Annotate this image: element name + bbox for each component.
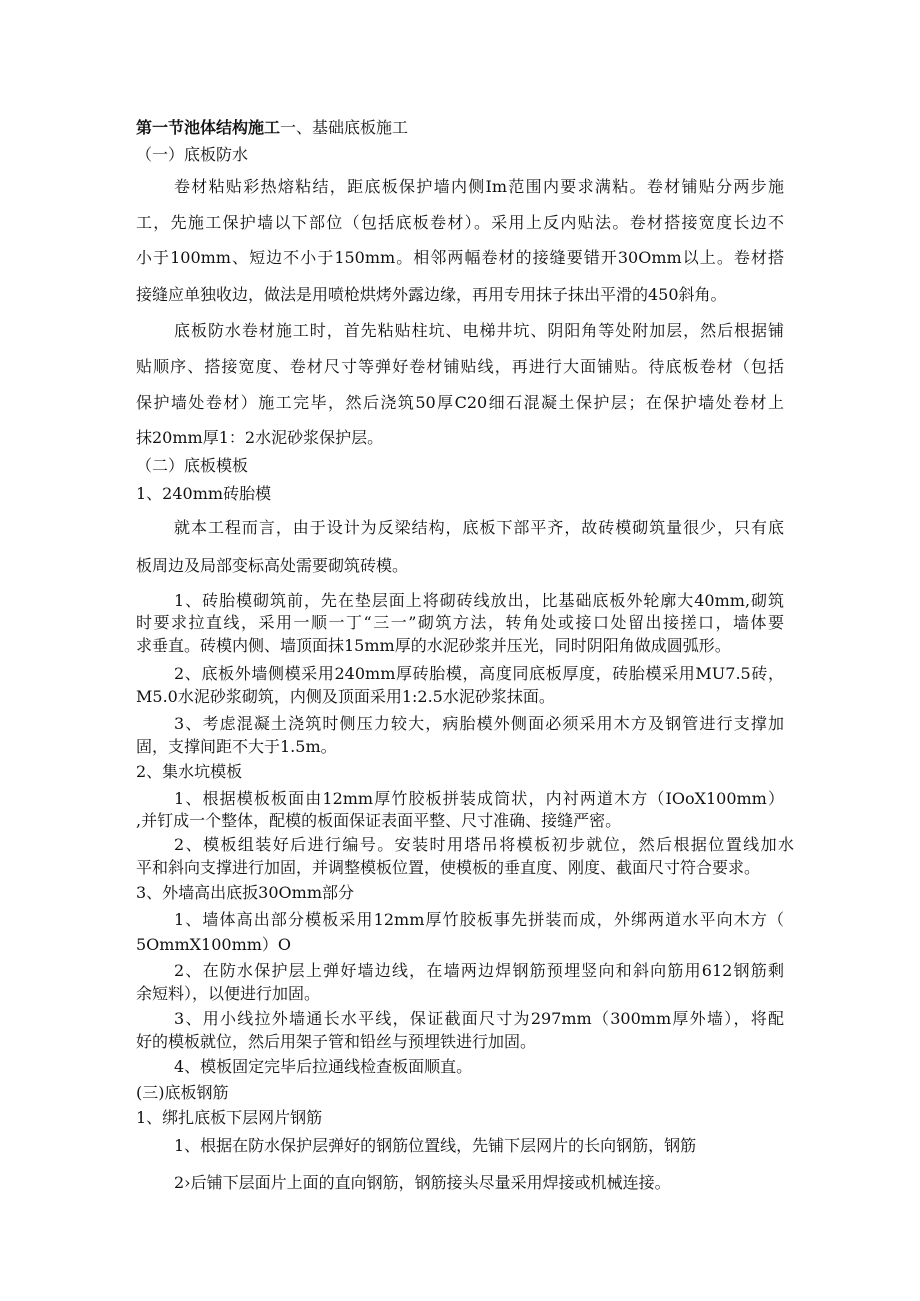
paragraph-line: 2、模板组装好后进行编号。安装时用塔吊将模板初步就位，然后根据位置线加水 <box>174 835 794 854</box>
paragraph-line: 求垂直。砖模内侧、墙顶面抹15mm厚的水泥砂浆并压光，同时阴阳角做成圆弧形。 <box>136 636 731 655</box>
paragraph-line: 1、根据模板板面由12mm厚竹胶板拼装成筒状，内衬两道木方（IOoX100mm） <box>174 789 784 808</box>
paragraph-line: 2›后铺下层面片上面的直向钢筋，钢筋接头尽量采用焊接或机械连接。 <box>174 1173 671 1192</box>
heading-waterproofing: （一）底板防水 <box>136 145 249 164</box>
paragraph-line: 平和斜向支撑进行加固，并调整模板位置，使模板的垂直度、刚度、截面尺寸符合要求。 <box>136 858 761 877</box>
paragraph-line: 2、在防水保护层上弹好墙边线，在墙两边焊钢筋预埋竖向和斜向筋用612钢筋剩 <box>174 961 784 980</box>
paragraph-line: 固，支撑间距不大于1.5m。 <box>136 737 337 756</box>
heading-lower-mesh: 1、绑扎底板下层网片钢筋 <box>136 1108 323 1127</box>
paragraph-line: 接缝应单独收边，做法是用喷枪烘烤外露边缘，再用专用抹子抹出平滑的450斜角。 <box>136 285 727 304</box>
paragraph-line: 小于100mm、短边不小于150mm。相邻两幅卷材的接缝要错开30Omm以上。卷材搭 <box>136 248 784 267</box>
paragraph-line: 4、模板固定完毕后拉通线检查板面顺直。 <box>174 1057 473 1076</box>
paragraph-line: 1、墙体高出部分模板采用12mm厚竹胶板事先拼装而成，外绑两道水平向木方（ <box>174 910 784 929</box>
heading-wall-above-slab: 3、外墙高出底扳30Omm部分 <box>136 883 355 902</box>
paragraph-line: 就本工程而言，由于设计为反梁结构，底板下部平齐，故砖模砌筑量很少，只有底 <box>174 518 784 537</box>
heading-formwork: （二）底板模板 <box>136 456 249 475</box>
chapter-title: 第一节池体结构施工 <box>136 118 281 137</box>
paragraph-line: 3、用小线拉外墙通长水平线，保证截面尺寸为297mm（300mm厚外墙），将配 <box>174 1009 784 1028</box>
paragraph-line: M5.0水泥砂浆砌筑，内侧及顶面采用1:2.5水泥砂浆抹面。 <box>136 687 555 706</box>
paragraph-line: 5OmmX100mm）O <box>136 935 292 954</box>
paragraph-line: 工，先施工保护墙以下部位（包括底板卷材）。采用上反内贴法。卷材搭接宽度长边不 <box>136 213 784 232</box>
paragraph-line: 贴顺序、搭接宽度、卷材尺寸等弹好卷材铺贴线，再进行大面铺贴。待底板卷材（包括 <box>136 357 784 376</box>
paragraph-line: 好的模板就位，然后用架子管和铅丝与预埋铁进行加固。 <box>136 1032 537 1051</box>
paragraph-line: 余短料），以便进行加固。 <box>136 984 321 1003</box>
paragraph-line: 底板防水卷材施工时，首先粘贴柱坑、电梯井坑、阴阳角等处附加层，然后根据铺 <box>174 321 784 340</box>
heading-brick-mold: 1、240mm砖胎模 <box>136 484 272 503</box>
paragraph-line: 保护墙处卷材）施工完毕，然后浇筑50厚C20细石混凝土保护层；在保护墙处卷材上 <box>136 393 784 412</box>
heading-sump-formwork: 2、集水坑模板 <box>136 762 243 781</box>
paragraph-line: ,并钉成一个整体，配模的板面保证表面平整、尺寸准确、接缝严密。 <box>136 811 622 830</box>
paragraph-line: 2、底板外墙侧模采用240mm厚砖胎模，高度同底板厚度，砖胎模采用MU7.5砖， <box>174 664 784 683</box>
paragraph-line: 抹20mm厚1：2水泥砂浆保护层。 <box>136 428 384 447</box>
paragraph-line: 板周边及局部变标高处需要砌筑砖模。 <box>136 556 409 575</box>
section-title <box>136 118 408 138</box>
paragraph-line: 卷材粘贴彩热熔粘结，距底板保护墙内侧Im范围内要求满粘。卷材铺贴分两步施 <box>174 177 784 196</box>
subsection-title: 一、基础底板施工 <box>280 118 409 137</box>
paragraph-line: 1、根据在防水保护层弹好的钢筋位置线，先铺下层网片的长向钢筋，钢筋 <box>174 1136 697 1155</box>
paragraph-line: 1、砖胎模砌筑前，先在垫层面上将砌砖线放出，比基础底板外轮廓大40mm,砌筑 <box>174 591 784 610</box>
heading-slab-rebar: (三)底板钢筋 <box>136 1083 229 1102</box>
paragraph-line: 时要求拉直线，采用一顺一丁“三一”砌筑方法，转角处或接口处留出接搓口，墙体要 <box>136 613 784 632</box>
paragraph-line: 3、考虑混凝土浇筑时侧压力较大，病胎模外侧面必须采用木方及钢管进行支撑加 <box>174 714 784 733</box>
